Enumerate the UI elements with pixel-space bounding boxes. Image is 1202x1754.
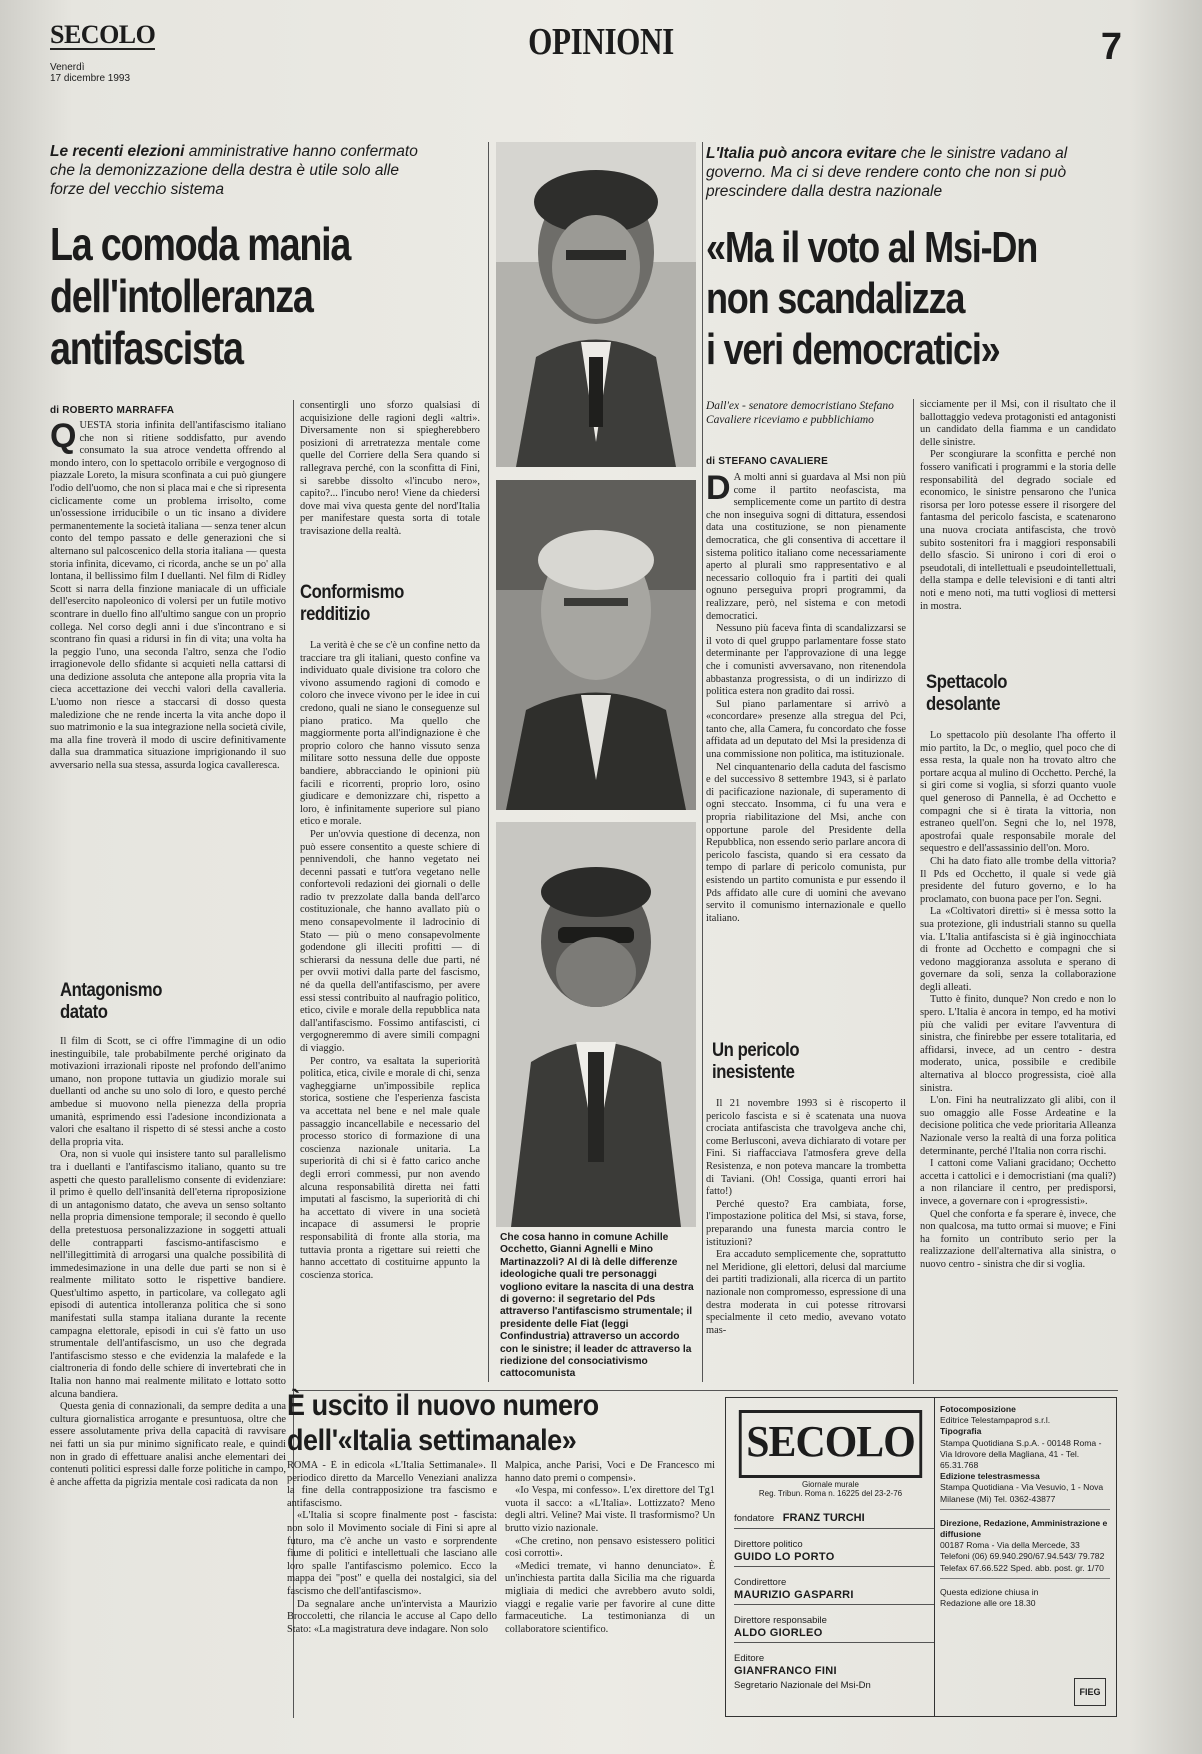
right-subhead-2 xyxy=(926,672,1007,716)
paragraph: Lo spettacolo più desolante l'ha offerto il mio partito, la Dc, o meglio, quel poco che di essa resta, la quale non ha trovato altro che portare acqua al mulino di Occhetto. Perché, la si giri come si voglia, si sforzi quanto vuole quel generoso di Pannella, è ad Occhetto e compagni che si è tirata la vittoria, non estraneo quell'on. Segni che lo, nel 1978, apostrofai quale responsabile morale del sequestro e dell'assassinio dell'on. Moro. xyxy=(920,730,1116,855)
imprint-text: Stampa Quotidiana S.p.A. - 00148 Roma - Via Idrovore della Magliana, 41 - Tel. 65.31.768 xyxy=(940,1437,1102,1471)
right-intro: Dall'ex - senatore democristiano Stefano Cavaliere riceviamo e pubblichiamo xyxy=(706,400,894,426)
paragraph: Il film di Scott, se ci offre l'immagine di un odio inestinguibile, tale probabilmente perché originato da motivazioni irrazionali riposte nel profondo dell'animo umano, non propone tuttavia un giudizio morale sui duellanti od anche su uno solo di loro, e questo perché ambedue si muovono nella pienezza della propria umanità, esprimendo essi l'adesione incondizionata a valori che esaltano il rispetto di sé stessi anche a costo della propria vita. xyxy=(50,1036,286,1148)
left-headline-line: dell'intolleranza xyxy=(50,270,313,322)
section-title: OPINIONI xyxy=(528,21,674,63)
subhead-line: inesistente xyxy=(712,1062,795,1083)
right-col2-bottom xyxy=(920,730,1116,1384)
paragraph: Questa genìa di connazionali, da sempre dedita a una cultura giornalistica arrogante e presuntuosa, oltre che essere assolutamente priva della capacità di ravvisare nei fatti un sia pur minimo significato reale, e quindi non in grado di effettuare analisi anche elementari dei contenuti politici espressi dalle forze politiche in campo, è anche affetta da pigrizia mentale così radicata da non xyxy=(50,1401,286,1488)
imprint-divider xyxy=(934,1398,935,1716)
portrait-photo-agnelli xyxy=(496,480,696,810)
paragraph: Ora, non si vuole qui insistere tanto sul parallelismo tra i duellanti e l'antifascismo italiano, quanto su tre aspetti che questo parallelismo consente di evidenziare: il primo è quello dell'insanità dell'eterna riproposizione di un antagonismo datato, che aveva un senso soltanto nella propria dimensione temporale; il secondo è quello della pretestuosa personalizzazione in soggetti attuali delle contrapparti fascismo-antifascismo e nell'illegittimità di arrogarsi una qualche possibilità di immedesimazione in una delle due parti se non si è realmente militato sotto le rispettive bandiere. Quest'ultimo aspetto, in particolare, va collegato agli episodi di autentica intolleranza politica che si sono manifestati sulla stampa italiana durante la recente campagna elettorale, episodi in cui s'è fatto un uso strumentale dell'antifascismo, un uso che degrada l'antifascismo stesso e che evidenzia la malafede e la cialtroneria di fondo delle schiere di invertebrati che in Italia non hanno mai realmente militato e lottato sotto alcuna bandiera. xyxy=(50,1149,286,1400)
role-label: Direttore responsabile xyxy=(734,1615,827,1626)
paragraph: sicciamente per il Msi, con il risultato che il ballottaggio vedeva protagonisti ed antagonisti un candidato della fiamma e un candidato delle sinistre. xyxy=(920,399,1116,448)
right-byline: di STEFANO CAVALIERE xyxy=(706,456,828,467)
left-headline-line: La comoda mania xyxy=(50,218,351,270)
right-subhead-1 xyxy=(712,1040,799,1084)
founder-label: fondatore xyxy=(734,1513,775,1524)
dropcap: Q xyxy=(50,420,77,455)
paragraph: «Medici tremate, vi hanno denunciato». È un'inchiesta partita dalla Sicilia ma che riguarda migliaia di medici che avrebbero avuto soldi, viaggi e regalie varie per favorire al cune ditte farmaceutiche. La testimonianza di un collaboratore scientifico. xyxy=(505,1560,715,1635)
paragraph: «Che cretino, non pensavo esistessero politici così corrotti». xyxy=(505,1535,715,1560)
page-number: 7 xyxy=(1100,26,1122,68)
dropcap: D xyxy=(706,472,731,507)
right-headline-line: non scandalizza xyxy=(706,274,965,323)
column-rule xyxy=(702,142,703,1382)
imprint-heading: Tipografia xyxy=(940,1426,982,1437)
role-label: Direttore politico xyxy=(734,1539,803,1550)
bottom-headline-line: È uscito il nuovo numero xyxy=(287,1389,599,1422)
left-col1-top xyxy=(50,420,286,982)
right-kicker-bold: L'Italia può ancora evitare xyxy=(706,145,897,162)
right-headline xyxy=(706,222,1132,375)
right-kicker-rest: che le sinistre vadano al governo. Ma ci si deve rendere conto che non si può prescindere dalla destra nazionale xyxy=(706,145,1068,200)
imprint-heading: Fotocomposizione xyxy=(940,1404,1016,1414)
left-kicker-rest: amministrative hanno confermato che la demonizzazione della destra è utile solo alle forze del vecchio sistema xyxy=(50,143,418,198)
paragraph: Il 21 novembre 1993 si è riscoperto il pericolo fascista e si è scatenata una nuova crociata antifascista che travolgeva anche chi, come Berlusconi, aveva dichiarato di votare per Fini. Si riaffacciava l'atmosfera greve della Resistenza, e non poteva mancare la trombetta di Taviani. (Oh! Cossiga, quanti errori hai fatto!) xyxy=(706,1098,906,1198)
left-kicker-bold: Le recenti elezioni xyxy=(50,143,185,160)
paragraph: Per un'ovvia questione di decenza, non può essere consentito a queste schiere di pennivendoli, che hanno vegetato nei decenni passati e tutt'ora vegetano nelle confortevoli redazioni dei giornali o delle radio tv prezzolate dalla banda dell'arco costituzionale, che hanno avallato più o meno consapevolmente il ladrocinio di Stato — più o meno consapevolmente godendone gli illeciti profitti — di schierarsi da nessuna delle due parti, né per ovvii motivi dalla parte del fascismo, né da quella dell'antifascismo, per avere essi stessi contribuito al naufragio politico, etico, civile e morale della repubblica nata dall'antifascismo. Fossimo antifascisti, ci vergogneremmo di avere simili compagni di viaggio. xyxy=(300,828,480,1054)
masthead-day: Venerdì xyxy=(50,62,85,73)
imprint-heading: Direzione, Redazione, Amministrazione e diffusione xyxy=(940,1517,1108,1540)
paragraph: I cattoni come Valiani gracidano; Occhetto accetta i cattolici e i democristiani (ma quali?) a non rilanciare il centro, per predisporsi, invece, a governare con i «progressisti». xyxy=(920,1158,1116,1207)
paragraph: Sul piano parlamentare si arrivò a «concordare» presenze alla stregua del Pci, tanto che, alla Camera, fu concordato che fosse affidata ad un deputato del Msi la presidenza di una commissione non politica, ma istituzionale. xyxy=(706,698,906,761)
imprint-box xyxy=(725,1397,1117,1717)
paragraph: A molti anni si guardava al Msi non più come il partito neofascista, ma semplicemente come un partito di destra che non inseguiva sogni di dittatura, essendosi data una costituzione, se non pienamente democratica, che gli consentiva di accettare il sistema politico italiano come necessariamente aperto al plurali smo rappresentativo e al necessario colloquio fra i partiti dei quali ognuno perseguiva propri programmi, da realizzare, però, nel sistema e con metodi democratici. xyxy=(706,472,906,622)
imprint-text: Stampa Quotidiana - Via Vesuvio, 1 - Nova Milanese (Mi) Tel. 0362-43877 xyxy=(940,1482,1104,1504)
left-col2-top xyxy=(300,400,480,560)
paragraph: Per scongiurare la sconfitta e perché non fossero vanificati i programmi e la storia delle responsabilità del degrado sociale ed economico, le sinistre pensarono che l'unica risorsa per loro potesse essere il risorgere del fantasma del pericolo fascista, e scatenarono una nuova crociata antifascista, che trovò subito sostenitori fra i maggiori responsabili dello sfascio. Si unirono i cori di eroi o pseudotali, di intellettuali e pseudointellettuali, della stampa e delle televisioni e di tanti altri noti e meno noti, ma tutti vogliosi di mettersi in mostra. xyxy=(920,449,1116,612)
paragraph: consentirgli uno sforzo qualsiasi di acquisizione delle ragioni degli «altri». Diversamente non si spiegherebbero posizioni di arretratezza mentale come quelle del Corriere della Sera quando si rallegrava perché, con la sconfitta di Fini, si sarebbe dissolto «l'incubo nero», capito?... l'incubo nero! Viene da chiedersi dove mai viva questa gente del nord'Italia per manifestare questa sorta di totale travisazione della realtà. xyxy=(300,400,480,537)
imprint-text: 00187 Roma - Via della Mercede, 33 Telefoni (06) 69.940.290/67.94.543/ 79.782 Telefax 67.66.522 Sped. abb. post. gr. 1/70 xyxy=(940,1540,1105,1573)
paragraph: ROMA - È in edicola «L'Italia Settimanale». Il periodico diretto da Marcello Veneziani analizza la fine della contrapposizione tra fascismo e antifascismo. xyxy=(287,1460,497,1509)
paragraph: L'on. Fini ha neutralizzato gli alibi, con il suo omaggio alle Fosse Ardeatine e la decisione politica che vede prioritaria Alleanza Nazionale verso la realtà di una forza politica determinante, perché l'Italia non corra rischi. xyxy=(920,1095,1116,1157)
portrait-photo-occhetto xyxy=(496,142,696,467)
photo-caption: Che cosa hanno in comune Achille Occhetto, Gianni Agnelli e Mino Martinazzoli? Al di là delle differenze ideologiche quali tre personaggi vogliono evitare la nascita di una destra di governo: il segretario del Pds attraverso l'antifascismo strumentale; il presidente delle Fiat (leggi Confindustria) attraverso un accordo con le sinistre; il leader dc attraverso la riedizione del consociativismo cattocomunista xyxy=(500,1232,694,1380)
left-col1-bottom xyxy=(50,1036,286,1716)
subhead-line: Conformismo xyxy=(300,582,404,603)
column-rule xyxy=(913,399,914,1384)
imprint-closing-note: Questa edizione chiusa in Redazione alle ore 18.30 xyxy=(940,1586,1039,1609)
right-kicker xyxy=(706,144,1086,201)
paragraph: La verità è che se c'è un confine netto da tracciare tra gli italiani, questo confine va individuato quale divisione tra coloro che vivono assumendo ragioni di comodo e coloro che invece vivono per le idee in cui credono, quali ne siano le conseguenze sul piano pratico. Ma quello che maggiormente porta all'indignazione è che proprio coloro che hanno vissuto senza militare sotto nessuna delle due opposte bandiere, abbracciando le opinioni più facili e ricorrenti, proprio loro, osino giudicare e demonizzare chi, rispetto a loro, è infinitamente superiore sul piano etico e morale. xyxy=(300,640,480,828)
paragraph: Nessuno più faceva finta di scandalizzarsi se il voto di quel gruppo parlamentare fosse stato determinante per l'approvazione di una legge che i comunisti avversavano, non ritenendola abbastanza progressista, o di un indirizzo di politica estera non gradito dai rossi. xyxy=(706,623,906,698)
imprint-registration xyxy=(734,1480,927,1498)
subhead-line: datato xyxy=(60,1002,108,1023)
masthead-logo: SECOLO xyxy=(50,20,156,49)
role-name: GUIDO LO PORTO xyxy=(734,1551,934,1567)
imprint-text: Editrice Telestampaprod s.r.l. xyxy=(940,1415,1051,1426)
paragraph: Tutto è finito, dunque? Non credo e non lo spero. L'Italia è ancora in tempo, ed ha motivi più che validi per evitare l'avventura di sinistra, che finirebbe per essere totalitaria, ed affidarsi, invece, ad un centro - destra moderato, unica, possibile e credibile alternativa al blocco progressista, cioè alla sinistra. xyxy=(920,994,1116,1094)
imprint-production xyxy=(940,1404,1110,1609)
subhead-line: Antagonismo xyxy=(60,980,162,1001)
subhead-line: redditizio xyxy=(300,604,370,625)
left-subhead-2 xyxy=(300,582,404,626)
imprint-staff xyxy=(734,1508,934,1692)
imprint-sub-line: Giornale murale xyxy=(802,1480,859,1489)
role-name: ALDO GIORLEO xyxy=(734,1627,934,1643)
role-name: GIANFRANCO FINI xyxy=(734,1665,837,1677)
left-headline-line: antifascista xyxy=(50,322,243,374)
right-col1-top xyxy=(706,472,906,1020)
right-headline-line: i veri democratici» xyxy=(706,325,1000,374)
subhead-line: Un pericolo xyxy=(712,1040,800,1061)
role-label: Editore xyxy=(734,1653,765,1664)
imprint-heading: Edizione telestrasmessa xyxy=(940,1471,1040,1482)
paragraph: «L'Italia si scopre finalmente post - fascista: non solo il Movimento sociale di Fini si apre al futuro, ma c'è anche un vasto e sorprendente fiume di politici e intellettuali che lasciano alle loro spalle l'antifascismo polemico. Ecco la mappa dei "post" e quella dei nostalgici, sia del fascismo che dell'antifascismo». xyxy=(287,1510,497,1597)
paragraph: «Io Vespa, mi confesso». L'ex direttore del Tg1 vuota il sacco: a «L'Italia». Lottizzato? Meno degli altri. Veline? Mai viste. Il trasformismo? Un brutto vizio nazionale. xyxy=(505,1485,715,1534)
subhead-line: Spettacolo xyxy=(926,672,1008,693)
bottom-headline xyxy=(287,1388,755,1458)
paragraph: Nel cinquantenario della caduta del fascismo e del successivo 8 settembre 1943, si è parlato di pacificazione nazionale, di superamento di ogni steccato. Insomma, ci fu una vera e propria riabilitazione del Msi, anche con opportune parole del Presidente della Repubblica, non essendo serio parlare ancora di pericolo fascista, quando si era cessato da tempo di parlare di pericolo comunista, pur esistendo un partito comunista e pur essendo il Pds affidato alle cure di uomini che avevano servito il comunismo internazionale e quello italiano. xyxy=(706,761,906,924)
paragraph: Da segnalare anche un'intervista a Maurizio Broccoletti, che rilancia le accuse al Capo dello Stato: «La magistratura deve indagare. Non solo xyxy=(287,1598,497,1635)
imprint-logo: SECOLO xyxy=(739,1410,922,1478)
right-col2-top xyxy=(920,399,1116,667)
left-headline xyxy=(50,218,444,374)
left-col2-bottom xyxy=(300,640,480,1385)
subhead-line: desolante xyxy=(926,694,1001,715)
right-col1-bottom xyxy=(706,1098,906,1384)
paragraph: Malpica, anche Parisi, Voci e De Francesco mi hanno dato premi o compensi». xyxy=(505,1460,715,1484)
masthead-date xyxy=(50,62,130,84)
column-rule xyxy=(488,142,489,1382)
paragraph: Quel che conforta e fa sperare è, invece, che non qualcosa, ma tutto ormai si muove; e Fini ha fornito un contributo serio per la realizzazione dell'alternativa alla sinistra, o nuovo centro - sinistra che dir si voglia. xyxy=(920,1208,1116,1270)
left-kicker xyxy=(50,142,430,199)
paragraph: UESTA storia infinita dell'antifascismo italiano che non si ritiene soddisfatto, pur avendo consumato la sua atroce vendetta offrendo al mondo intero, con lo spettacolo orribile e vergognoso di piazzale Loreto, la misura sconfinata a cui può giungere l'odio dell'uomo, che non si placa mai e che si ripresenta ciclicamente come un problema irrisolto, come un'ossessione irriducibile o un tic insano a dividere permanentemente la società italiana — senza tener alcun conto del tempo passato e delle generazioni che si alternano sul palcoscenico della storia italiana — questa storia infinita, dicevamo, ci ricorda, anche se un po' alla lontana, il bellissimo film I duellanti. Nel film di Ridley Scott si narra della finzione maniacale di un ufficiale dell'esercito napoleonico di volersi per un futile motivo scontrare in duello fino all'ultimo sangue con un proprio collega. Nel corso degli anni i due s'incontrano e si scontrano fin quasi a ridursi in fin di vita; una volta ha la peggio l'uno, una seconda l'altro, senza che l'odio irragionevole dello sfidante si acquieti nella cattarsi di una dedizione assoluta che antepone alla propria vita la cieca accettazione dei vecchi valori della cavalleria. L'uomo non riesce a staccarsi di dosso questa maledizione che ne rende incerta la vita anche dopo il suo matrimonio e la sua integrazione nella società civile, ma alla fine troverà il modo di uscire definitivamente dalla sua drammatica situazione imprigionando il suo avversario nella sua stessa, assurda logica cavalleresca. xyxy=(50,420,286,772)
paragraph: Per contro, va esaltata la superiorità politica, etica, civile e morale di chi, senza vagheggiarne un'impossibile replica storica, sostiene che l'esperienza fascista va accettata nel bene e nel male quale passaggio incancellabile e necessario del processo storico di formazione di una coscienza nazionale unitaria. La superiorità di chi si è fatto carico anche degli errori commessi, pur non avendo alcuna responsabilità diretta nei fatti imputati al fascismo, la superiorità di chi ha accettato di vivere in una società incapace di assumersi le proprie responsabilità di fronte alla storia, ma tuttavia pronta a rigettare sui reietti che hanno accettato di costituirne appunto la coscienza storica. xyxy=(300,1055,480,1281)
masthead-date-text: 17 dicembre 1993 xyxy=(50,73,131,84)
founder-name: FRANZ TURCHI xyxy=(782,1512,865,1524)
left-subhead-1 xyxy=(60,980,162,1024)
right-headline-line: «Ma il voto al Msi-Dn xyxy=(706,223,1038,272)
paragraph: La «Coltivatori diretti» si è messa sotto la sua protezione, gli industriali stanno su quella via. L'Italia antifascista si è già inginocchiata di fronte ad Occhetto e compagni che si vedono maggioranza assoluta e sperano di governare da soli, senza la collaborazione degli alleati. xyxy=(920,906,1116,993)
bottom-headline-line: dell'«Italia settimanale» xyxy=(287,1424,577,1457)
paragraph: Chi ha dato fiato alle trombe della vittoria? Il Pds ed Occhetto, il quale si vede già presidente del futuro governo, e lo ha proclamato, con buona pace per l'on. Segni. xyxy=(920,855,1116,905)
imprint-sub-line: Reg. Tribun. Roma n. 16225 del 23-2-76 xyxy=(758,1489,903,1498)
left-byline: di ROBERTO MARRAFFA xyxy=(50,405,175,416)
editor-role: Segretario Nazionale del Msi-Dn xyxy=(734,1680,871,1691)
role-name: MAURIZIO GASPARRI xyxy=(734,1589,934,1605)
paragraph: Era accaduto semplicemente che, soprattutto nel Meridione, gli elettori, delusi dal marciume dei partiti tradizionali, alla ricerca di un partito nazionale non compromesso, espressione di una destra moderata in cui potesse ritrovarsi specialmente il ceto medio, avevano votato mas- xyxy=(706,1249,906,1336)
bottom-col2 xyxy=(505,1460,715,1718)
bottom-col1 xyxy=(287,1460,497,1718)
paragraph: Perché questo? Era cambiata, forse, l'impostazione politica del Msi, si stava, forse, preparando una funesta marcia contro le istituzioni? xyxy=(706,1198,906,1248)
portrait-photo-martinazzoli xyxy=(496,822,696,1227)
role-label: Condirettore xyxy=(734,1577,787,1588)
fieg-stamp: FIEG xyxy=(1074,1678,1106,1706)
